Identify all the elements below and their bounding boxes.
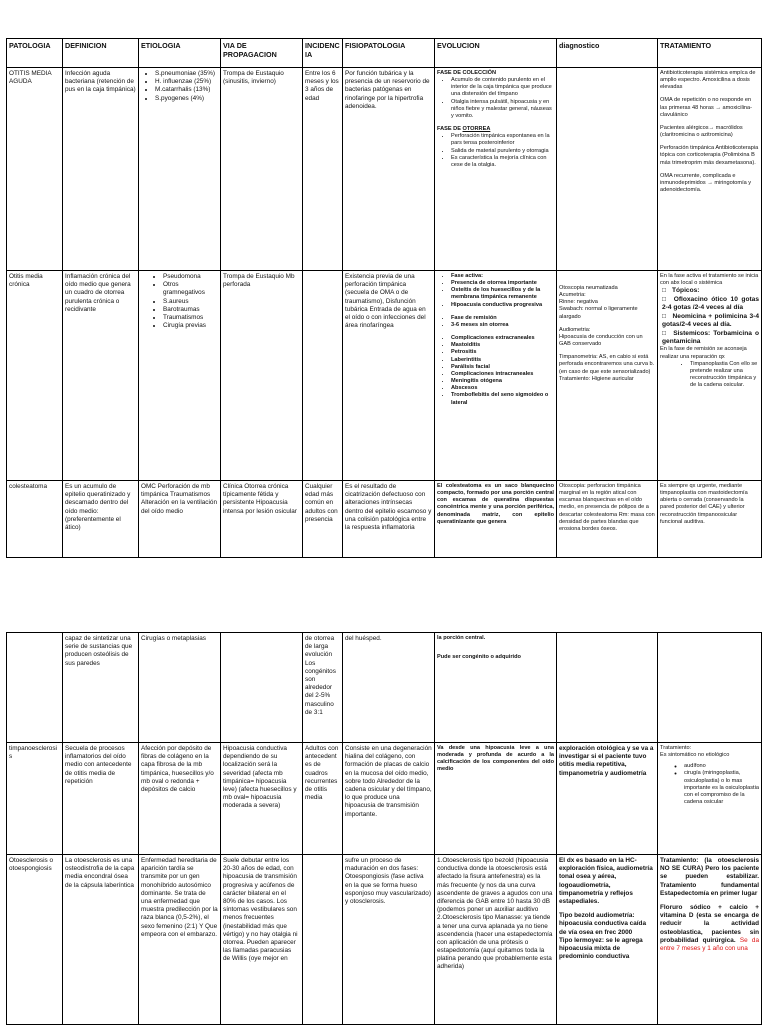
cell-definicion: Inflamación crónica del oído medio que genera un cuadro de otorrea purulenta crónica o recidivante bbox=[63, 271, 139, 481]
tratamiento-line: Tratamiento: bbox=[660, 745, 692, 751]
list-item: • Otalgia intensa pulsátil, hipoacusia y en niños fiebre y malestar general, náuseas y vomito. bbox=[451, 99, 554, 120]
list-item: • S.pyogenes (4%) bbox=[155, 95, 218, 103]
cell-via: Trompa de Eustaquio Mb perforada bbox=[221, 271, 303, 481]
list-item: ◦ audífono bbox=[684, 763, 759, 770]
cell-diagnostico bbox=[557, 271, 658, 481]
table-row-otoesclerosis bbox=[7, 855, 762, 1025]
header-diagnostico: diagnostico bbox=[557, 39, 658, 68]
header-definicion: DEFINICION bbox=[63, 39, 139, 68]
dx-line: Otoscopia neumatizada bbox=[559, 285, 618, 291]
list-item: • Otros gramnegativos bbox=[163, 281, 218, 297]
list-item: • M.catarrhalis (13%) bbox=[155, 86, 218, 94]
list-item: • Fase activa: bbox=[451, 273, 554, 280]
list-item: • Perforación timpánica espontanea en la pars tensa posteroinferior bbox=[451, 133, 554, 147]
cell-fisiopatologia: del huésped. bbox=[343, 633, 435, 743]
cell-tratamiento bbox=[658, 271, 762, 481]
cell-definicion: capaz de sintetizar una serie de sustancias que producen osteólisis de sus paredes bbox=[63, 633, 139, 743]
table-row-timpanoesclerosis bbox=[7, 743, 762, 855]
tratamiento-paragraph: OMA de repetición o no responde en las primeras 48 horas → amoxicilina-clavulánico bbox=[660, 97, 753, 118]
list-item: • Complicaciones extracraneales bbox=[451, 335, 554, 342]
header-patologia: PATOLOGIA bbox=[7, 39, 63, 68]
cell-etiologia bbox=[139, 68, 221, 271]
cell-fisiopatologia: Es el resultado de cicatrización defectuoso con alteraciones intrínsecas dentro del epitelio escamoso y una colisión patológica entre la respuesta inflamatoria bbox=[343, 481, 435, 558]
dx-line: Audiometria: bbox=[559, 326, 591, 333]
cell-evolucion bbox=[435, 271, 557, 481]
header-fisiopatologia: FISIOPATOLOGIA bbox=[343, 39, 435, 68]
cell-etiologia bbox=[139, 271, 221, 481]
cell-definicion: Es un acumulo de epitelio queratinizado y descamado dentro del oído medio: (preferentemente el ático) bbox=[63, 481, 139, 558]
list-item: • S.aureus bbox=[163, 298, 218, 306]
evolucion-fase-coleccion-title: FASE DE COLECCIÓN bbox=[437, 70, 497, 76]
dx-line: Timpanometria: AS, en cabio si está perforada encontraremos una curva b. (en caso de que este sensorializado) bbox=[559, 354, 655, 375]
table-page-2 bbox=[6, 632, 762, 1025]
cell-tratamiento bbox=[658, 633, 762, 743]
cell-fisiopatologia: Por función tubárica y la presencia de un reservorio de bacterias patógenas en rinofaringe por la hipertrofia adenoidea. bbox=[343, 68, 435, 271]
cell-tratamiento: Es siempre qx urgente, mediante timpanoplastia con mastoidectomía abierta o cerrada (conservando la pared posterior del CAE) y ulterior reconstrucción timpanoosicular funcional auditiva. bbox=[658, 481, 762, 558]
list-item: • Laberintitis bbox=[451, 357, 554, 364]
dx-line: Rinne: negativa bbox=[559, 299, 598, 306]
cell-definicion: Infección aguda bacteriana (retención de pus en la caja timpánica) bbox=[63, 68, 139, 271]
dx-line: Hipoacusia de conducción con un GAB conservado bbox=[559, 333, 643, 348]
evolucion-line: la porción central. bbox=[437, 635, 486, 641]
cell-evolucion bbox=[435, 633, 557, 743]
list-item: • Abscesos bbox=[451, 385, 554, 392]
cell-patologia bbox=[7, 633, 63, 743]
cell-patologia: Otoesclerosis o otoespongiosis bbox=[7, 855, 63, 1025]
header-tratamiento: TRATAMIENTO bbox=[658, 39, 762, 68]
cell-via: Suele debutar entre los 20-30 años de edad, con hipoacusia de transmisión progresiva y acúfenos de carácter bilateral en el 80% de los casos. Los síntomas vestibulares son menos frecuentes (inestabilidad más que vértigo) y no hay otalgia ni otorrea. Pueden aparecer las llamadas paracusias de Willis (oye mejor en bbox=[221, 855, 303, 1025]
cell-via bbox=[221, 633, 303, 743]
tratamiento-remision: En la fase de remisión se aconseja realizar una reparación qx bbox=[660, 346, 747, 360]
list-item: • Osteítis de los huesecillos y de la membrana timpánica remanente bbox=[451, 287, 554, 301]
dx-line: Swabach: normal o ligeramente alargado bbox=[559, 306, 638, 320]
list-item: □ Neomicina + polimicina 3-4 gotas/2-4 veces al día. bbox=[662, 313, 759, 330]
cell-evolucion bbox=[435, 68, 557, 271]
cell-diagnostico bbox=[557, 68, 658, 271]
cell-patologia: Otitis media crónica bbox=[7, 271, 63, 481]
list-item: • Meningitis otógena bbox=[451, 378, 554, 385]
list-item: • Pseudomona bbox=[163, 273, 218, 281]
cell-tratamiento bbox=[658, 68, 762, 271]
cell-diagnostico: Otoscopia: perforacion timpánica marginal en la región atical con escamas blanquecinas en el oído medio, en presencia de pólipos de a descartar colesteatoma Rm: masa con densidad de partes blandas que erosiona bordes óseos. bbox=[557, 481, 658, 558]
dx-line: El dx es basado en la HC-exploración física, audiometría tonal osea y aérea, logoaudiometría, timpanometría y reflejos estapediales. bbox=[559, 857, 653, 905]
cell-patologia: colesteatoma bbox=[7, 481, 63, 558]
list-item: ◦ cirugía (miringoplastia, osiculoplastia) o lo mas importante es la osiculoplastia con el compromiso de la cadena osicular bbox=[684, 770, 759, 806]
list-item: • Presencia de otorrea importante bbox=[451, 280, 554, 287]
cell-etiologia: Enfermedad hereditaria de aparición tardía se transmite por un gen monohíbrido autosómico dominante. Se trata de una enfermedad que muestra predilección por la raza blanca (0,5-2%), el sexo femenino (2:1) Y Que empeora con el embarazo. bbox=[139, 855, 221, 1025]
list-item: • Parálisis facial bbox=[451, 364, 554, 371]
dx-line: Acumetria: bbox=[559, 292, 586, 299]
header-incidencia: INCIDENCIA bbox=[303, 39, 343, 68]
cell-incidencia: Adultos con antecedentes de cuadros recurrentes de otitis media bbox=[303, 743, 343, 855]
list-item: • Cirugía previas bbox=[163, 322, 218, 330]
tratamiento-paragraph: OMA recurrente, complicada e inmunodeprimidos → miringotomía y adenoidectomía. bbox=[660, 172, 752, 194]
list-item: • 3-6 meses sin otorrea bbox=[451, 322, 554, 329]
list-item: • Barotraumas bbox=[163, 306, 218, 314]
cell-fisiopatologia: sufre un proceso de maduración en dos fases: Otoespongiosis (fase activa en la que se forma hueso esponjoso muy vascularizado) y otosclerosis. bbox=[343, 855, 435, 1025]
cell-incidencia bbox=[303, 271, 343, 481]
header-via: VIA DE PROPAGACION bbox=[221, 39, 303, 68]
cell-patologia: timpanoesclerosis bbox=[7, 743, 63, 855]
tratamiento-paragraph: Antibioticoterapia sistémica empíca de amplio espectro. Amoxicilina a dosis elevadas bbox=[660, 70, 756, 91]
cell-evolucion: Va desde una hipoacusia leve a una moderada y profunda de acurdo a la calcificación de los componentes del oído medio bbox=[435, 743, 557, 855]
dx-line: Tratamiento: Higiene auricular bbox=[559, 375, 634, 382]
tratamiento-red-note: Se da entre 7 meses y 1 año con una bbox=[660, 936, 759, 952]
cell-incidencia: de otorrea de larga evolución Los congénitos son alrededor del 2-5% masculino de 3:1 bbox=[303, 633, 343, 743]
dx-line: Tipo lermoyez: se le agrega hipoacusia mixta de predominio conductiva bbox=[559, 936, 643, 961]
list-item: • H. influenzae (25%) bbox=[155, 78, 218, 86]
cell-incidencia: Cualquier edad más común en adultos con presencia bbox=[303, 481, 343, 558]
cell-evolucion: 1.Otoesclerosis tipo bezold (hipoacusia conductiva donde la otoesclerosis está afectado la fisura antefenestra) es la más frecuente (y nos da una curva ascendente de graves a agudos con una diferencia de GAB entre 10 hasta 30 dB (podemos poner un auxiliar auditivo 2.Otoesclerosis tipo Manasse: ya tiende a tener una curva aplanada ya no tiene ascendencia (hacer una estapedectomía con aplicación de una prótesis o estapedotomía (aquí quitamos toda la platina perando que probablemente esta adherida) bbox=[435, 855, 557, 1025]
table-page-1 bbox=[6, 38, 762, 558]
cell-etiologia: OMC Perforación de mb timpánica Traumatismos Alteración en la ventilación del oído medio bbox=[139, 481, 221, 558]
list-item: □ Ofloxacino ótico 10 gotas 2-4 gotas /2-4 veces al día bbox=[662, 296, 759, 313]
list-item: • Hipoacusia conductiva progresiva bbox=[451, 302, 554, 309]
cell-diagnostico bbox=[557, 855, 658, 1025]
header-evolucion: EVOLUCION bbox=[435, 39, 557, 68]
cell-fisiopatologia: Consiste en una degeneración hialina del colágeno, con formación de placas de calcio en la mucosa del oído medio, sobre todo Alrededor de la cadena osicular y del tímpano, lo que produce una hipoacusia de transmisión importante. bbox=[343, 743, 435, 855]
table-row-otitis-cronica bbox=[7, 271, 762, 481]
tratamiento-paragraph: Perforación timpánica Antibioticoterapia tópica con corticoterapia (Polimixina B más trimetroprim más dexametasona). bbox=[660, 145, 759, 166]
list-item: • Fase de remisión bbox=[451, 315, 554, 322]
header-row bbox=[7, 39, 762, 68]
list-item: • S.pneumoniae (35%) bbox=[155, 70, 218, 78]
table-row-colesteatoma bbox=[7, 481, 762, 558]
tratamiento-intro: En la fase activa el tratamiento se inicia con abx local o sistémica bbox=[660, 273, 759, 287]
cell-via: Trompa de Eustaquio (sinusitis, invierno) bbox=[221, 68, 303, 271]
tratamiento-paragraph: Pacientes alérgicos→ macrólidos (claritromicina o azitromicina) bbox=[660, 124, 743, 139]
cell-evolucion: El colesteatoma es un saco blanquecino compacto, formado por una porción central con escamas de queratina dispuestas concéntrica mente y una porción periférica, denominada matriz, con epitelio queratinizante que genera bbox=[435, 481, 557, 558]
cell-diagnostico bbox=[557, 633, 658, 743]
tratamiento-paragraph: Tratamiento: (la otoesclerosis NO SE CURA) Pero los paciente se pueden estabilizar. Tratamiento fundamental Estapedectomía en primer lugar bbox=[660, 857, 759, 897]
list-item: • Mastoiditis bbox=[451, 342, 554, 349]
cell-diagnostico: exploración otológica y se va a investigar si el paciente tuvo otitis media repetitiva, timpanometría y audiometría bbox=[557, 743, 658, 855]
evolucion-line: Pude ser congénito o adquirido bbox=[437, 654, 521, 661]
cell-tratamiento bbox=[658, 855, 762, 1025]
cell-fisiopatologia: Existencia previa de una perforación timpánica (secuela de OMA o de traumatismo), Disfunción tubárica Entrada de agua en el oído o con infecciones del área rinofaríngea bbox=[343, 271, 435, 481]
dx-line: Tipo bezold audiometría: hipoacusia conductiva caída de vía osea en frec 2000 bbox=[559, 912, 647, 936]
evolucion-fase-otorrea-title: FASE DE OTORREA bbox=[437, 126, 491, 133]
cell-etiologia: Afección por depósito de fibras de colágeno en la capa fibrosa de la mb timpánica, huesecillos y/o mb oval o redonda + depósitos de calcio bbox=[139, 743, 221, 855]
cell-definicion: La otoesclerosis es una osteodistrofia de la capa media encondral ósea de la cápsula laberíntica bbox=[63, 855, 139, 1025]
list-item: □ Tópicos: bbox=[662, 287, 759, 295]
tratamiento-paragraph: Floruro sódico + calcio + vitamina D (esta se encarga de reducir la actividad osteoblastica, pacientes sin probabilidad quirúrgica. Se da entre 7 meses y 1 año con una bbox=[660, 903, 759, 952]
tratamiento-line: Es sintomático no etiológico bbox=[660, 752, 730, 759]
cell-via: Clínica Otorrea crónica típicamente fétida y persistente Hipoacusia intensa por lesión osicular bbox=[221, 481, 303, 558]
list-item: • Timpanoplastia Con ello se pretende realizar una reconstrucción timpánica y de la cadena osicular. bbox=[690, 361, 759, 390]
list-item: • Complicaciones intracraneales bbox=[451, 371, 554, 378]
cell-patologia: OTITIS MEDIA AGUDA bbox=[7, 68, 63, 271]
list-item: • Traumatismos bbox=[163, 314, 218, 322]
list-item: • Tromboflebitis del seno sigmoideo o lateral bbox=[451, 392, 554, 406]
table-row-colesteatoma-cont bbox=[7, 633, 762, 743]
list-item: • Petrositis bbox=[451, 349, 554, 356]
cell-etiologia: Cirugías o metaplasias bbox=[139, 633, 221, 743]
cell-incidencia bbox=[303, 855, 343, 1025]
cell-incidencia: Entre los 6 meses y los 3 años de edad bbox=[303, 68, 343, 271]
table-row-otitis-aguda bbox=[7, 68, 762, 271]
list-item: □ Sistemicos: Torbamicina o gentamicina bbox=[662, 330, 759, 347]
cell-definicion: Secuela de procesos inflamatorios del oído medio con antecedente de otitis media de repetición bbox=[63, 743, 139, 855]
cell-via: Hipoacusia conductiva dependiendo de su localización será la severidad (afecta mb timpánica= hipoacusia leve) (afecta huesecillos y mb oval= hipoacusia moderada a severa) bbox=[221, 743, 303, 855]
cell-tratamiento bbox=[658, 743, 762, 855]
list-item: • Es característica la mejoría clínica con cese de la otalgia. bbox=[451, 155, 554, 169]
list-item: • Salida de material purulento y otorragia bbox=[451, 148, 554, 155]
list-item: • Acumulo de contenido purulento en el interior de la caja timpánica que produce una distensión del tímpano bbox=[451, 77, 554, 98]
header-etiologia: ETIOLOGIA bbox=[139, 39, 221, 68]
